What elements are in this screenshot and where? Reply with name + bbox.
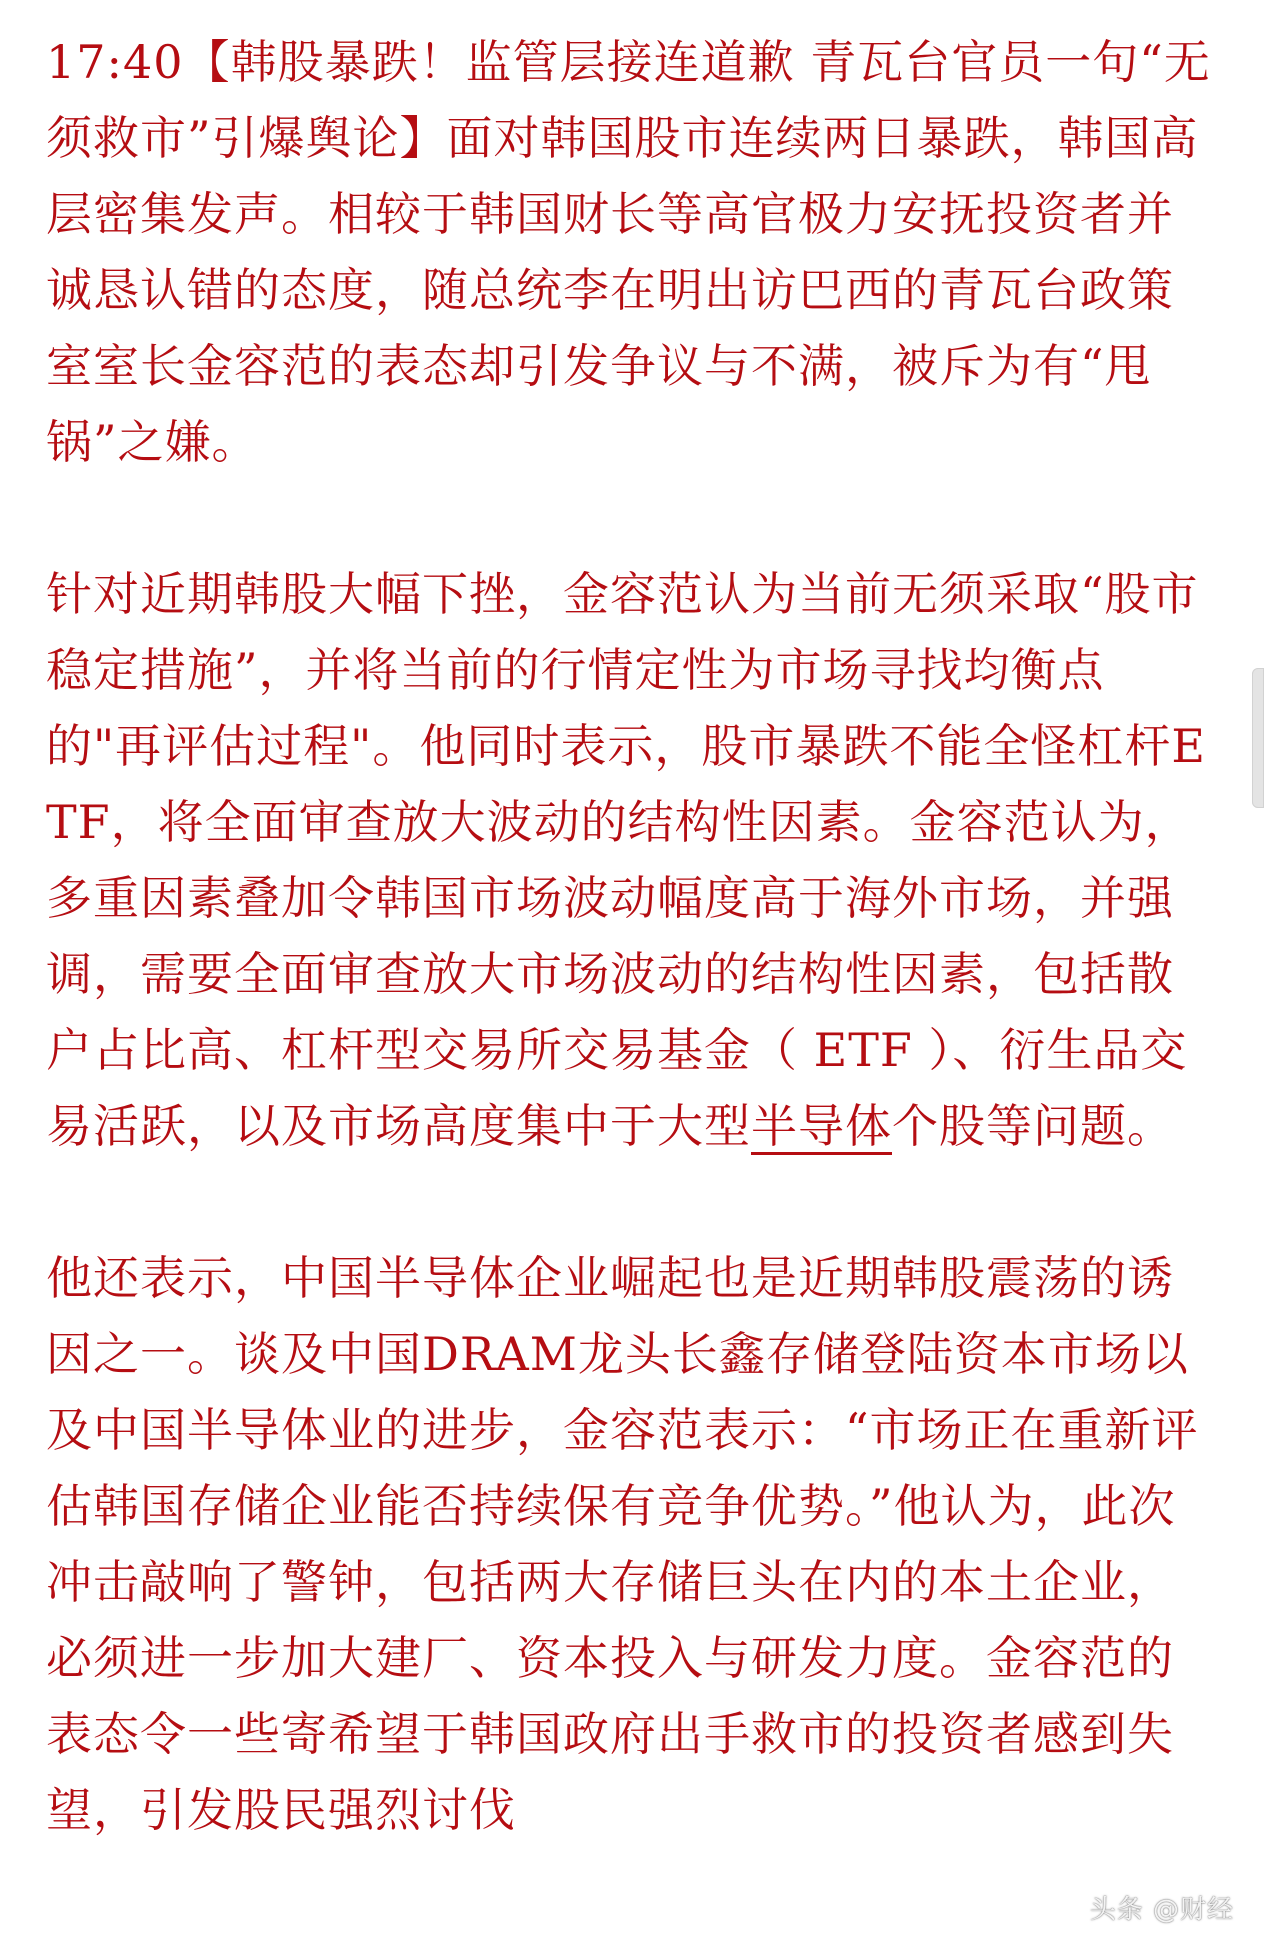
scrollbar-thumb[interactable] bbox=[1252, 668, 1264, 808]
timestamp: 17:40 bbox=[46, 35, 184, 89]
headline: 【韩股暴跌！监管层接连道歉 青瓦台官员一句“无须救市”引爆舆论】 bbox=[46, 35, 1211, 165]
semiconductor-link[interactable]: 半导体 bbox=[751, 1099, 892, 1153]
paragraph-1 bbox=[46, 24, 1216, 480]
paragraph-1-text: 面对韩国股市连续两日暴跌，韩国高层密集发声。相较于韩国财长等高官极力安抚投资者并诚恳认错的态度，随总统李在明出访巴西的青瓦台政策室室长金容范的表态却引发争议与不满，被斥为有“甩锅”之嫌。 bbox=[46, 111, 1199, 469]
watermark: 头条 @财经 bbox=[1089, 1895, 1234, 1925]
paragraph-3-text: 他还表示，中国半导体企业崛起也是近期韩股震荡的诱因之一。谈及中国DRAM龙头长鑫存储登陆资本市场以及中国半导体业的进步，金容范表示：“市场正在重新评估韩国存储企业能否持续保有竞争优势。”他认为，此次冲击敲响了警钟，包括两大存储巨头在内的本土企业，必须进一步加大建厂、资本投入与研发力度。金容范的表态令一些寄希望于韩国政府出手救市的投资者感到失望，引发股民强烈讨伐 bbox=[46, 1251, 1199, 1837]
paragraph-2-tail: 个股等问题。 bbox=[892, 1099, 1174, 1153]
paragraph-3 bbox=[46, 1240, 1216, 1848]
paragraph-2 bbox=[46, 556, 1216, 1164]
article-body bbox=[46, 24, 1216, 1848]
paragraph-2-text: 针对近期韩股大幅下挫，金容范认为当前无须采取“股市稳定措施”，并将当前的行情定性为市场寻找均衡点的"再评估过程"。他同时表示，股市暴跌不能全怪杠杆ETF，将全面审查放大波动的结构性因素。金容范认为，多重因素叠加令韩国市场波动幅度高于海外市场，并强调，需要全面审查放大市场波动的结构性因素，包括散户占比高、杠杆型交易所交易基金（ ETF ）、衍生品交易活跃，以及市场高度集中于大型 bbox=[46, 567, 1206, 1153]
